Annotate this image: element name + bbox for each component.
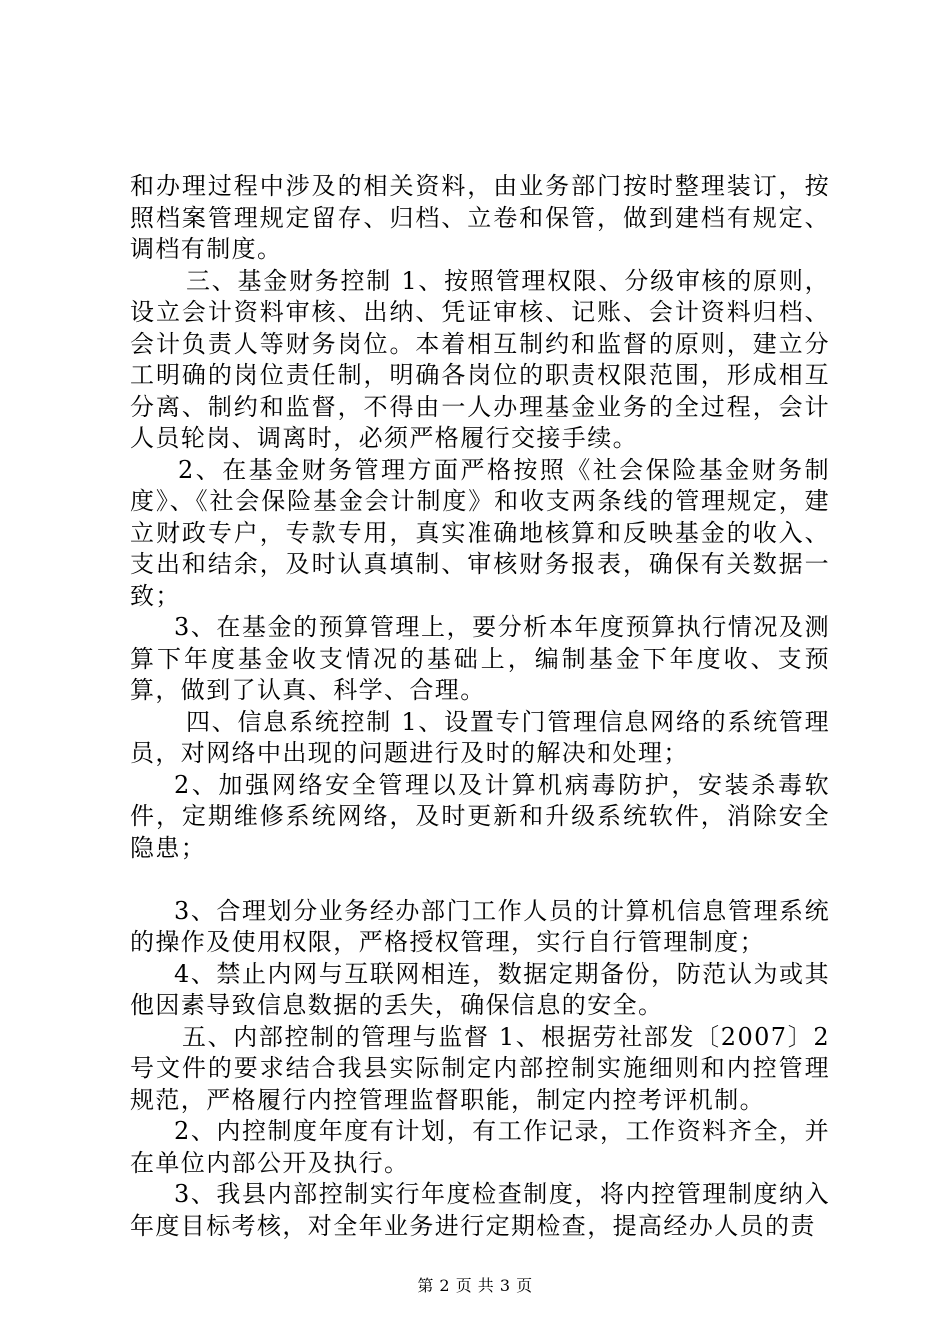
paragraph: 五、内部控制的管理与监督 1、根据劳社部发〔2007〕2 号文件的要求结合我县实际制定内部控制实施细则和内控管理规范，严格履行内控管理监督职能，制定内控考评机制。 <box>130 1022 830 1114</box>
paragraph: 3、合理划分业务经办部门工作人员的计算机信息管理系统的操作及使用权限，严格授权管理，实行自行管理制度； <box>130 896 830 956</box>
paragraph: 和办理过程中涉及的相关资料，由业务部门按时整理装订，按照档案管理规定留存、归档、立卷和保管，做到建档有规定、调档有制度。 <box>130 172 830 263</box>
document-body <box>130 171 830 1242</box>
paragraph: 2、在基金财务管理方面严格按照《社会保险基金财务制度》、《社会保险基金会计制度》和收支两条线的管理规定，建立财政专户，专款专用，真实准确地核算和反映基金的收入、支出和结余，及时认真填制、审核财务报表，确保有关数据一致； <box>130 455 830 610</box>
paragraph: 3、我县内部控制实行年度检查制度，将内控管理制度纳入年度目标考核，对全年业务进行定期检查，提高经办人员的责 <box>130 1180 830 1240</box>
paragraph: 三、基金财务控制 1、按照管理权限、分级审核的原则，设立会计资料审核、出纳、凭证审核、记账、会计资料归档、会计负责人等财务岗位。本着相互制约和监督的原则，建立分工明确的岗位责任制，明确各岗位的职责权限范围，形成相互分离、制约和监督，不得由一人办理基金业务的全过程，会计人员轮岗、调离时，必须严格履行交接手续。 <box>130 266 830 452</box>
paragraph: 4、禁止内网与互联网相连，数据定期备份，防范认为或其他因素导致信息数据的丢失，确保信息的安全。 <box>130 959 830 1019</box>
paragraph: 2、内控制度年度有计划，有工作记录，工作资料齐全，并在单位内部公开及执行。 <box>130 1117 830 1177</box>
blank-line <box>130 864 830 896</box>
paragraph: 2、加强网络安全管理以及计算机病毒防护，安装杀毒软件，定期维修系统网络，及时更新和升级系统软件，消除安全隐患； <box>130 770 830 862</box>
paragraph: 四、信息系统控制 1、设置专门管理信息网络的系统管理员，对网络中出现的问题进行及时的解决和处理； <box>130 707 830 767</box>
page-number-footer: 第 2 页 共 3 页 <box>417 1276 533 1295</box>
paragraph: 3、在基金的预算管理上，要分析本年度预算执行情况及测算下年度基金收支情况的基础上，编制基金下年度收、支预算，做到了认真、科学、合理。 <box>130 613 830 704</box>
